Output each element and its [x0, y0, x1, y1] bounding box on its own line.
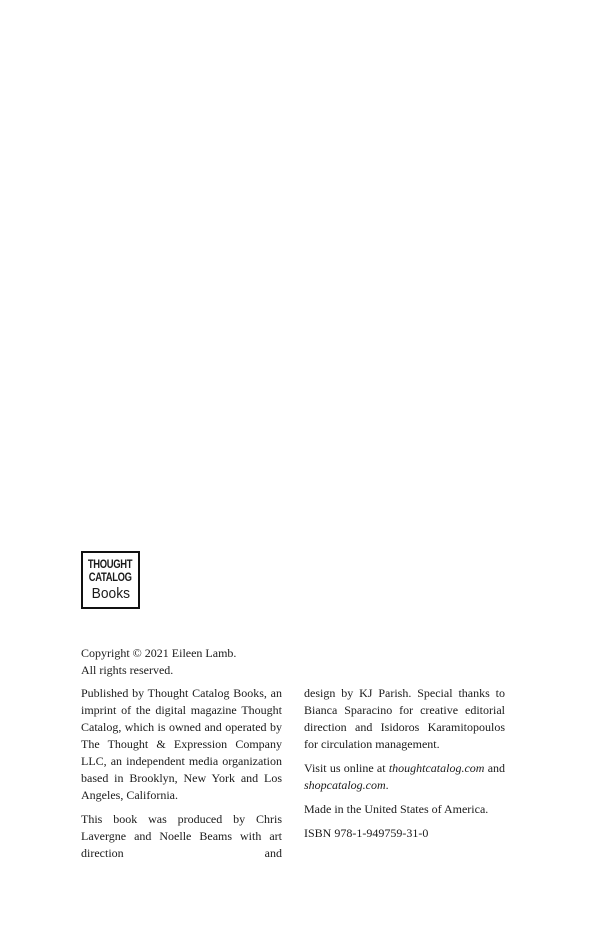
left-column — [81, 685, 282, 869]
publisher-paragraph: Published by Thought Catalog Books, an imprint of the digital magazine Thought Catalog, which is owned and operated by The Thought & Expression Company LLC, an independent media organization based in Brooklyn, New York and Los Angeles, California. — [81, 686, 282, 802]
shopcatalog-link[interactable]: shopcatalog.com — [304, 778, 386, 792]
visit-online-paragraph — [304, 760, 505, 794]
logo-line-books: Books — [91, 584, 130, 602]
isbn-line: ISBN 978-1-949759-31-0 — [304, 826, 429, 840]
visit-and: and — [487, 761, 506, 775]
production-paragraph: This book was produced by Chris Lavergne and Noelle Beams with art direction and — [81, 812, 282, 860]
visit-suffix: . — [385, 778, 389, 792]
rights-reserved-line: All rights reserved. — [81, 663, 174, 677]
copyright-notice — [81, 645, 301, 679]
thoughtcatalog-link[interactable]: thoughtcatalog.com — [388, 761, 485, 775]
copyright-line: Copyright © 2021 Eileen Lamb. — [81, 646, 237, 660]
right-column — [304, 685, 505, 849]
made-in-line: Made in the United States of America. — [304, 802, 489, 816]
design-credits-paragraph: design by KJ Parish. Special thanks to Bianca Sparacino for creative editorial direction and Isidoros Karamitopoulos for circulation management. — [304, 686, 505, 751]
thought-catalog-books-logo — [81, 551, 140, 609]
visit-prefix: Visit us online at — [304, 761, 386, 775]
logo-line-thought: THOUGHT — [88, 558, 133, 571]
logo-line-catalog: CATALOG — [89, 572, 132, 584]
